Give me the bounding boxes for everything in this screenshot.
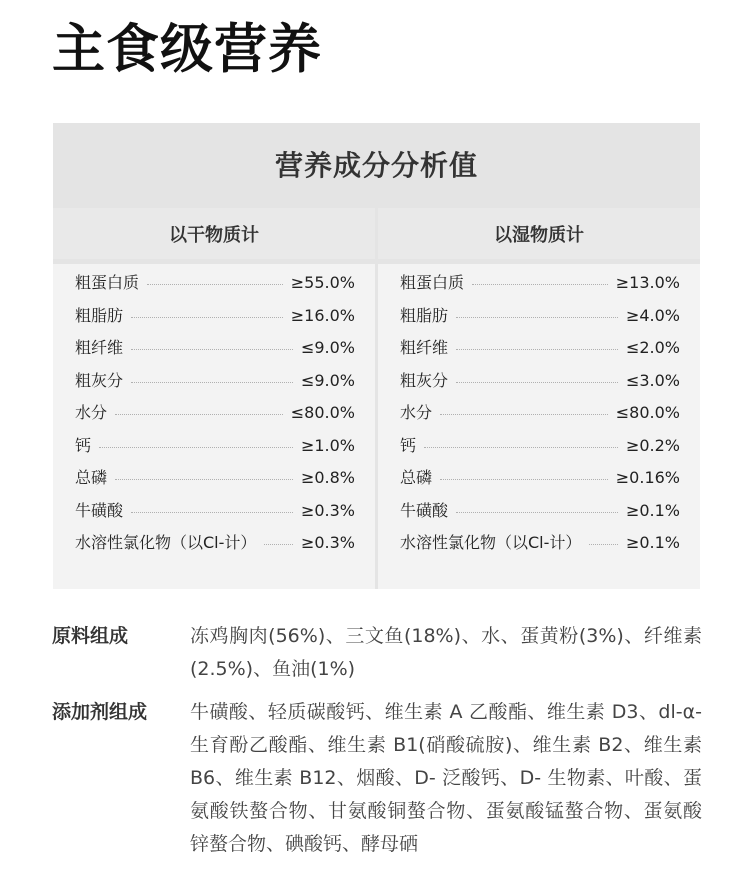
nutrient-row — [53, 368, 375, 401]
nutrient-value: ≥0.16% — [615, 468, 680, 487]
nutrient-row — [53, 400, 375, 433]
nutrient-row — [378, 335, 700, 368]
nutrient-label: 钙 — [75, 435, 92, 455]
dotted-leader — [456, 317, 618, 318]
nutrient-row — [378, 433, 700, 466]
nutrient-label: 总磷 — [75, 468, 108, 487]
nutrient-label: 粗灰分 — [75, 370, 124, 390]
nutrient-row — [378, 530, 700, 563]
wet-matter-rows — [378, 264, 700, 589]
nutrient-label: 粗蛋白质 — [75, 273, 140, 292]
nutrient-label: 粗蛋白质 — [400, 273, 465, 292]
nutrient-value: ≤2.0% — [625, 338, 680, 357]
nutrient-row — [53, 270, 375, 303]
nutrient-value: ≥55.0% — [290, 273, 355, 292]
nutrient-value: ≥0.8% — [300, 468, 355, 487]
dry-matter-column — [53, 208, 375, 589]
nutrient-label: 粗纤维 — [400, 338, 449, 357]
nutrient-row — [53, 465, 375, 498]
nutrient-value: ≤80.0% — [290, 403, 355, 422]
nutrient-label: 粗灰分 — [400, 370, 449, 390]
raw-materials-text: 冻鸡胸肉(56%)、三文鱼(18%)、水、蛋黄粉(3%)、纤维素(2.5%)、鱼油(1%) — [190, 625, 702, 680]
additives-block — [52, 696, 702, 861]
nutrient-label: 粗脂肪 — [400, 305, 449, 325]
nutrient-row — [53, 498, 375, 531]
nutrient-value: ≥0.3% — [300, 500, 355, 520]
nutrient-value: ≥0.3% — [300, 533, 355, 552]
nutrient-label: 水分 — [400, 403, 433, 422]
nutrient-value: ≥16.0% — [290, 305, 355, 325]
additives-text: 牛磺酸、轻质碳酸钙、维生素 A 乙酸酯、维生素 D3、dl-α-生育酚乙酸酯、维生素 B1(硝酸硫胺)、维生素 B2、维生素 B6、维生素 B12、烟酸、D- 泛酸钙、D- 生物素、叶酸、蛋氨酸铁螯合物、甘氨酸铜螯合物、蛋氨酸锰螯合物、蛋氨酸锌螯合物、碘酸钙、酵母硒 — [190, 701, 702, 855]
panel-title: 营养成分分析值 — [274, 149, 478, 182]
nutrient-label: 牛磺酸 — [400, 500, 449, 520]
nutrient-value: ≤3.0% — [625, 370, 680, 390]
dotted-leader — [456, 382, 618, 383]
nutrient-row — [378, 368, 700, 401]
nutrient-row — [53, 433, 375, 466]
nutrient-label: 水溶性氯化物（以Cl-计） — [400, 533, 582, 552]
dotted-leader — [264, 544, 293, 545]
nutrient-row — [378, 465, 700, 498]
dotted-leader — [147, 284, 283, 285]
dotted-leader — [589, 544, 618, 545]
nutrient-row — [53, 303, 375, 336]
ingredients-section — [52, 620, 702, 871]
nutrient-value: ≤9.0% — [300, 338, 355, 357]
nutrient-value: ≥0.1% — [625, 533, 680, 552]
dry-matter-rows — [53, 264, 375, 589]
dotted-leader — [424, 447, 618, 448]
dotted-leader — [131, 317, 283, 318]
nutrient-value: ≥1.0% — [300, 435, 355, 455]
raw-materials-label: 原料组成 — [52, 625, 129, 647]
nutrient-value: ≤80.0% — [615, 403, 680, 422]
nutrient-label: 粗脂肪 — [75, 305, 124, 325]
nutrient-label: 粗纤维 — [75, 338, 124, 357]
nutrient-label: 水溶性氯化物（以Cl-计） — [75, 533, 257, 552]
page-title: 主食级营养 — [52, 19, 322, 80]
nutrient-row — [53, 530, 375, 563]
nutrient-label: 水分 — [75, 403, 108, 422]
nutrient-row — [378, 400, 700, 433]
nutrition-analysis-panel — [53, 123, 700, 589]
nutrient-row — [378, 303, 700, 336]
wet-matter-column — [378, 208, 700, 589]
nutrient-label: 总磷 — [400, 468, 433, 487]
dotted-leader — [440, 479, 608, 480]
dotted-leader — [472, 284, 608, 285]
dotted-leader — [115, 479, 293, 480]
nutrient-label: 牛磺酸 — [75, 500, 124, 520]
dotted-leader — [131, 382, 293, 383]
dotted-leader — [131, 349, 293, 350]
dotted-leader — [456, 349, 618, 350]
dotted-leader — [131, 512, 293, 513]
nutrient-row — [378, 498, 700, 531]
dotted-leader — [99, 447, 293, 448]
raw-materials-block — [52, 620, 702, 686]
dotted-leader — [115, 414, 283, 415]
nutrient-label: 钙 — [400, 435, 417, 455]
dotted-leader — [440, 414, 608, 415]
dotted-leader — [456, 512, 618, 513]
dry-matter-header: 以干物质计 — [53, 208, 375, 259]
nutrient-row — [53, 335, 375, 368]
nutrient-value: ≥0.2% — [625, 435, 680, 455]
nutrient-value: ≤9.0% — [300, 370, 355, 390]
nutrient-row — [378, 270, 700, 303]
nutrient-value: ≥4.0% — [625, 305, 680, 325]
nutrient-value: ≥13.0% — [615, 273, 680, 292]
additives-label: 添加剂组成 — [52, 701, 148, 723]
wet-matter-header: 以湿物质计 — [378, 208, 700, 259]
nutrient-value: ≥0.1% — [625, 500, 680, 520]
